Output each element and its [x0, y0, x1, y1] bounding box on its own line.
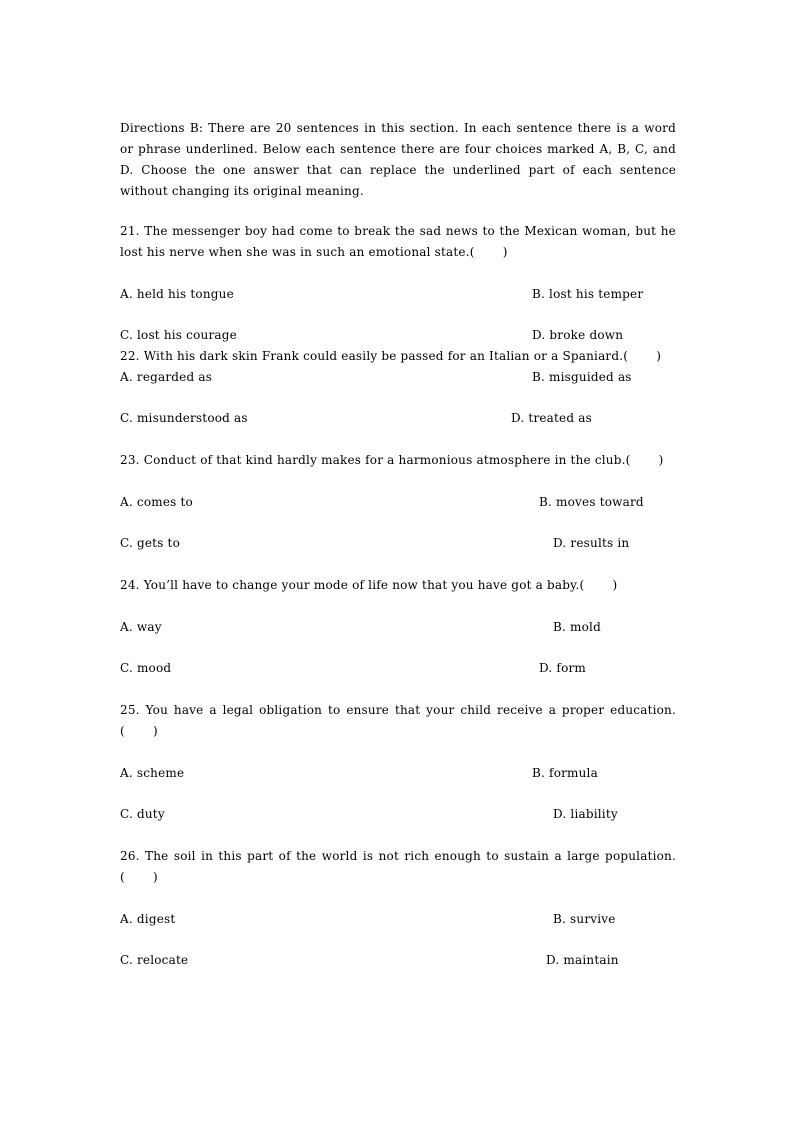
option-c[interactable]: C. misunderstood as: [120, 411, 248, 425]
exam-page: [120, 118, 676, 971]
option-b[interactable]: B. formula: [532, 766, 598, 780]
option-c[interactable]: C. relocate: [120, 953, 189, 967]
options-row: [120, 658, 676, 679]
options-row: [120, 284, 676, 305]
option-a[interactable]: A. digest: [120, 912, 176, 926]
directions-text: Directions B: There are 20 sentences in this section. In each sentence there is a word or phrase underlined. Below each sentence there are four choices marked A, B, C, and D. Choose the one answer that can replace the underlined part of each sentence without changing its original meaning.: [120, 121, 676, 198]
option-a[interactable]: A. regarded as: [120, 370, 213, 384]
option-a[interactable]: A. held his tongue: [120, 287, 234, 301]
options-row: [120, 325, 676, 346]
option-c[interactable]: C. mood: [120, 661, 172, 675]
option-a[interactable]: A. comes to: [120, 495, 193, 509]
options-row: [120, 367, 676, 388]
option-d[interactable]: D. maintain: [546, 953, 619, 967]
options-row: [120, 804, 676, 825]
option-c[interactable]: C. duty: [120, 807, 165, 821]
option-b[interactable]: B. misguided as: [532, 370, 632, 384]
options-row: [120, 408, 676, 429]
question-text: 24. You’ll have to change your mode of life now that you have got a baby.( ): [120, 578, 618, 592]
option-b[interactable]: B. mold: [553, 620, 601, 634]
question-26: [120, 846, 676, 971]
question-text: 22. With his dark skin Frank could easily be passed for an Italian or a Spaniard.( ): [120, 349, 662, 363]
option-b[interactable]: B. survive: [553, 912, 616, 926]
question-text: 25. You have a legal obligation to ensure that your child receive a proper education.( ): [120, 703, 676, 738]
option-d[interactable]: D. liability: [553, 807, 618, 821]
option-d[interactable]: D. treated as: [511, 411, 592, 425]
option-d[interactable]: D. form: [539, 661, 587, 675]
option-a[interactable]: A. scheme: [120, 766, 185, 780]
options-row: [120, 950, 676, 971]
options-row: [120, 909, 676, 930]
option-d[interactable]: D. broke down: [532, 328, 624, 342]
option-c[interactable]: C. lost his courage: [120, 328, 237, 342]
question-23: [120, 450, 676, 575]
option-c[interactable]: C. gets to: [120, 536, 181, 550]
question-25: [120, 700, 676, 846]
question-text: 23. Conduct of that kind hardly makes for a harmonious atmosphere in the club.( ): [120, 453, 664, 467]
options-row: [120, 533, 676, 554]
question-24: [120, 575, 676, 700]
question-22: [120, 346, 676, 450]
option-a[interactable]: A. way: [120, 620, 162, 634]
options-row: [120, 617, 676, 638]
option-b[interactable]: B. lost his temper: [532, 287, 644, 301]
option-b[interactable]: B. moves toward: [539, 495, 644, 509]
question-21: [120, 221, 676, 346]
question-text: 21. The messenger boy had come to break the sad news to the Mexican woman, but he lost his nerve when she was in such an emotional state.( ): [120, 224, 676, 259]
options-row: [120, 492, 676, 513]
options-row: [120, 763, 676, 784]
question-text: 26. The soil in this part of the world is not rich enough to sustain a large population.( ): [120, 849, 676, 884]
option-d[interactable]: D. results in: [553, 536, 630, 550]
